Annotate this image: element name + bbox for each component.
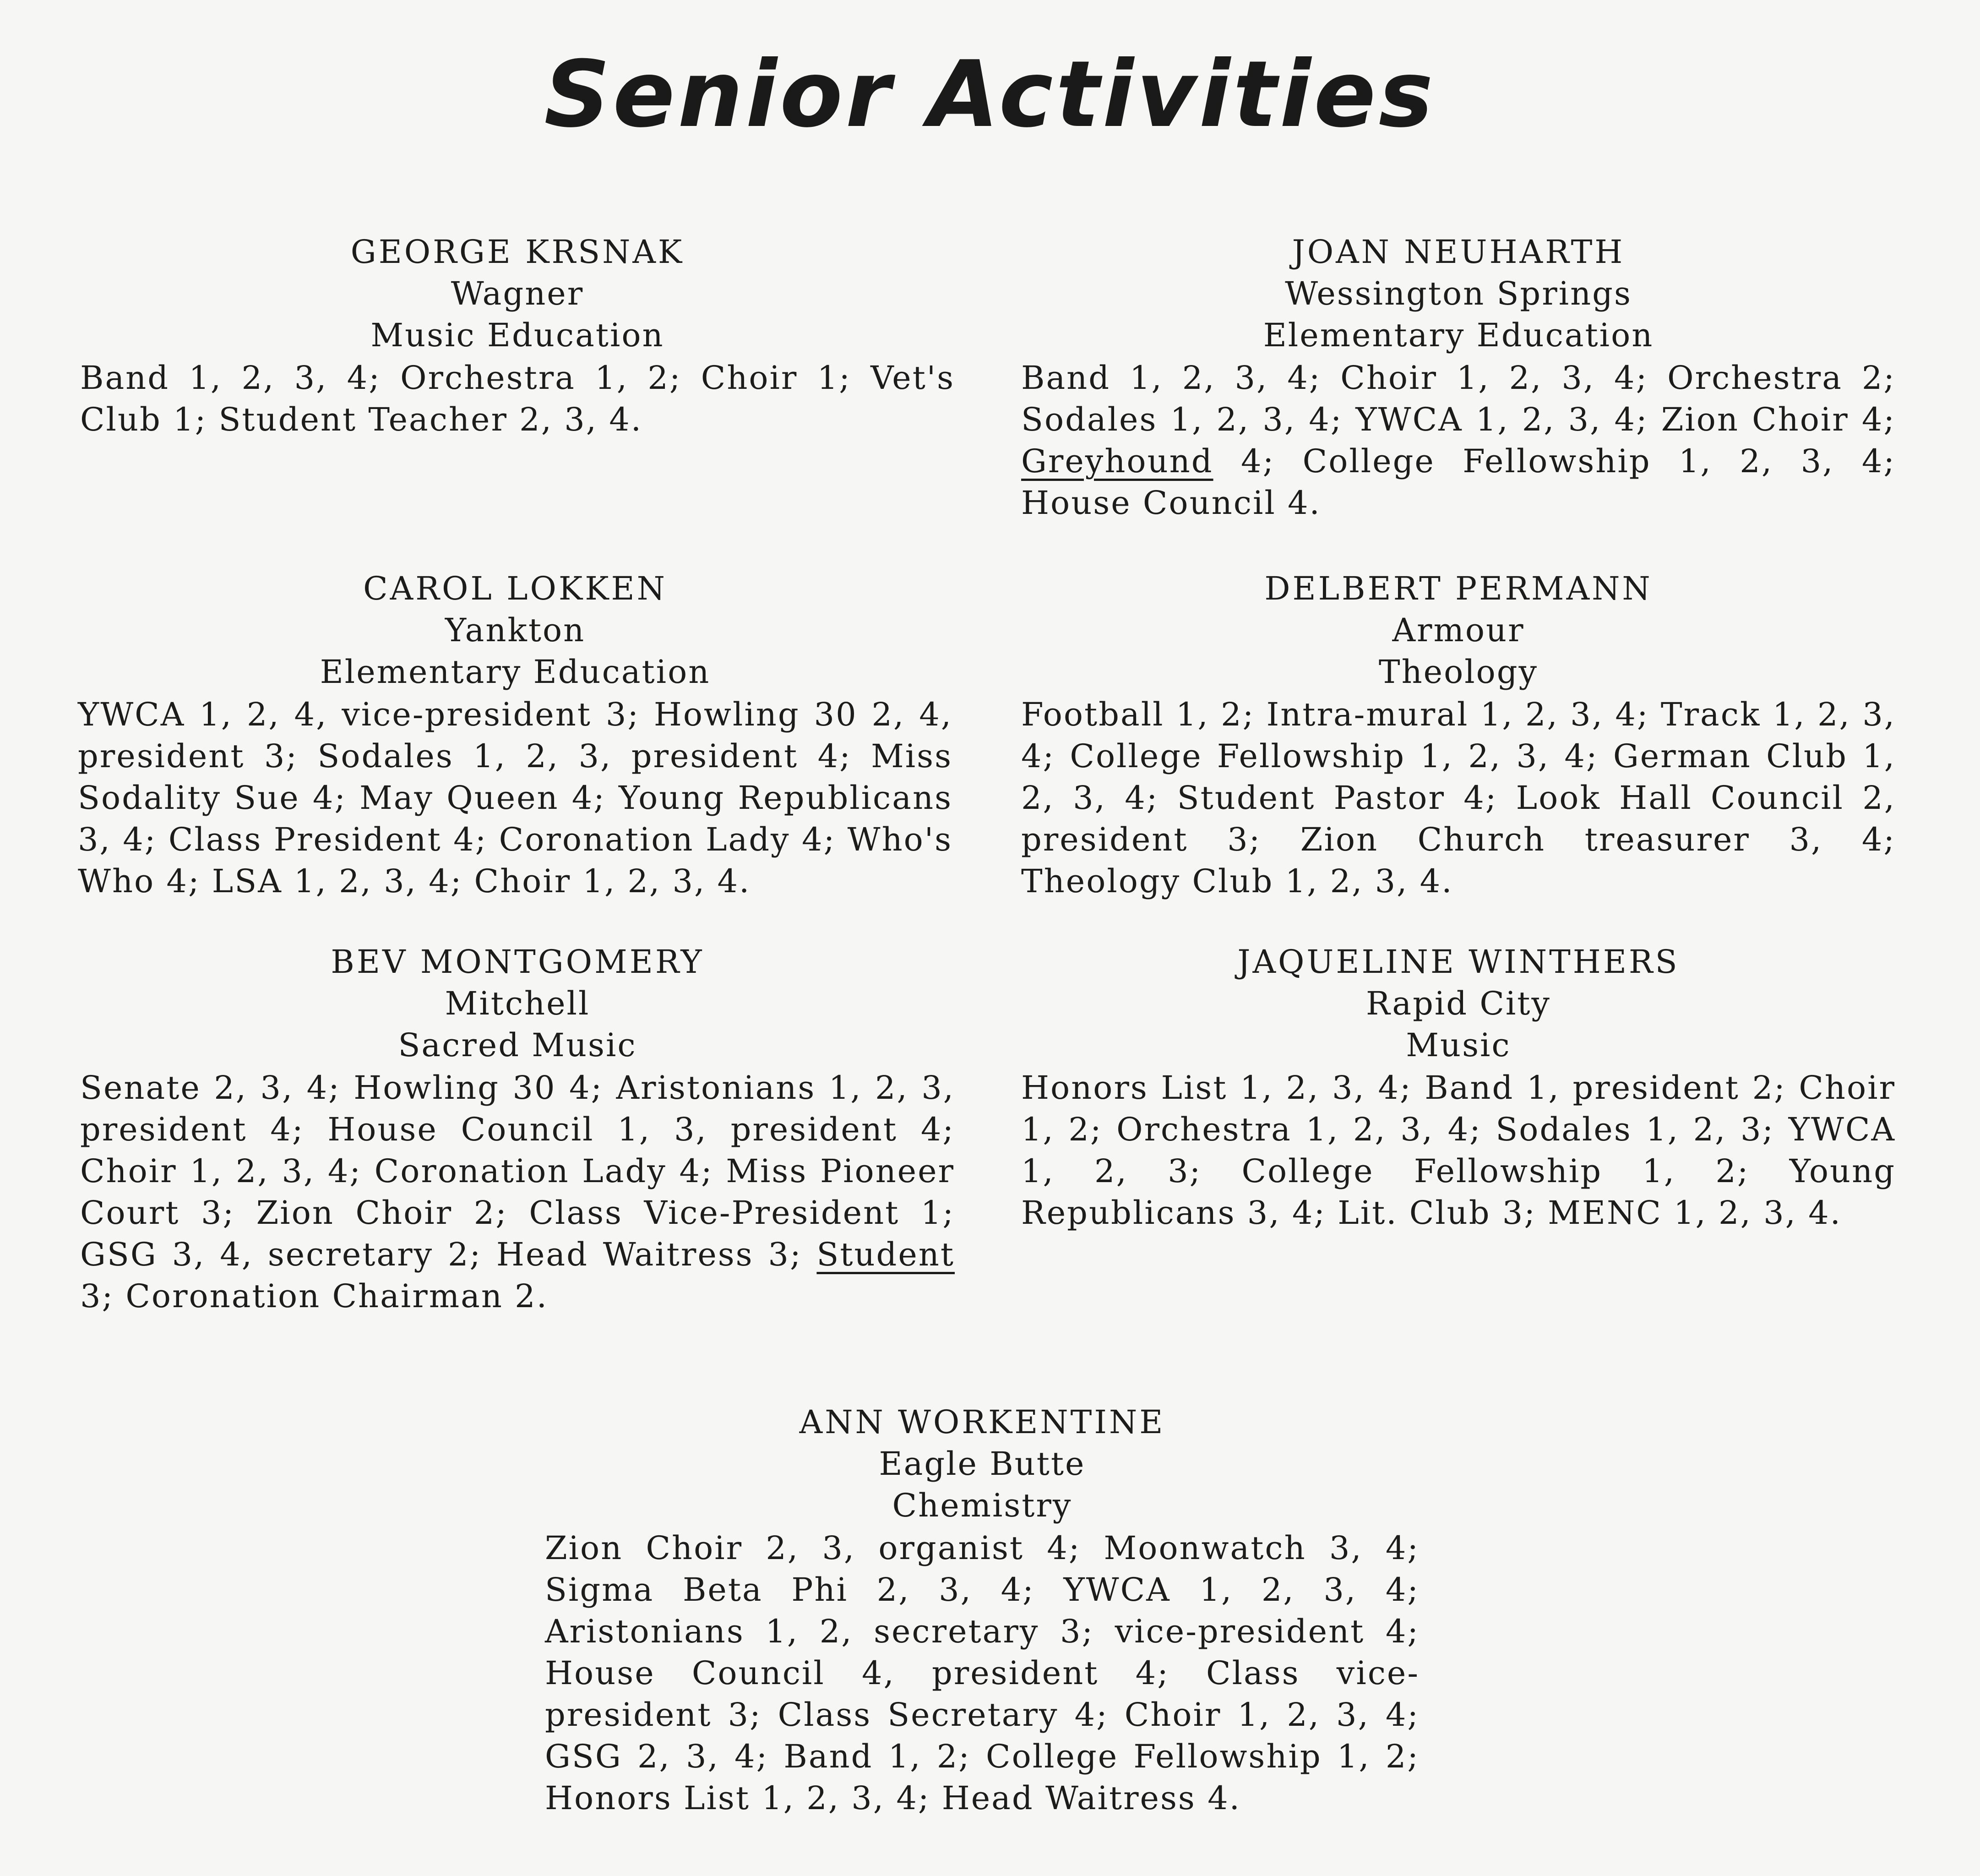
senior-hometown: Rapid City [1366,985,1551,1022]
underlined-publication: Greyhound [1021,442,1213,480]
senior-activities: Honors List 1, 2, 3, 4; Band 1, president 2; Choir 1, 2; Orchestra 1, 2, 3, 4; Sodales 1, 2, 3; YWCA 1, 2, 3; College Fellowship 1, 2; Young Republicans 3, 4; Lit. Club 3; MENC 1, 2, 3, 4. [1021,1069,1896,1232]
senior-entry [545,1402,1420,1819]
senior-entry [1021,568,1896,902]
senior-name: CAROL LOKKEN [363,570,667,607]
senior-activities: Zion Choir 2, 3, organist 4; Moonwatch 3, 4; Sigma Beta Phi 2, 3, 4; YWCA 1, 2, 3, 4; Aristonians 1, 2, secretary 3; vice-president 4; House Council 4, president 4; Class vice-president 3; Class Secretary 4; Choir 1, 2, 3, 4; GSG 2, 3, 4; Band 1, 2; College Fellowship 1, 2; Honors List 1, 2, 3, 4; Head Waitress 4. [545,1529,1420,1817]
senior-hometown: Wessington Springs [1285,275,1632,312]
senior-name: ANN WORKENTINE [799,1403,1165,1441]
senior-hometown: Armour [1392,611,1525,649]
senior-major: Theology [1378,653,1539,691]
senior-name: DELBERT PERMANN [1264,570,1653,607]
senior-major: Elementary Education [1263,316,1654,354]
senior-entry [78,568,952,902]
senior-entry [80,231,955,441]
senior-entry [1021,231,1896,524]
senior-activities [80,1067,955,1317]
senior-entry [1021,941,1896,1234]
activities-text: Senate 2, 3, 4; Howling 30 4; Aristonians 1, 2, 3, president 4; House Council 1, 3, president 4; Choir 1, 2, 3, 4; Coronation Lady 4; Miss Pioneer Court 3; Zion Choir 2; Class Vice-President 1; GSG 3, 4, secretary 2; Head Waitress 3; [80,1069,955,1273]
senior-activities [1021,357,1896,524]
page-title: Senior Activities [544,41,1436,148]
senior-entry [80,941,955,1317]
senior-activities: YWCA 1, 2, 4, vice-president 3; Howling 30 2, 4, president 3; Sodales 1, 2, 3, president 4; Miss Sodality Sue 4; May Queen 4; Young Republicans 3, 4; Class President 4; Coronation Lady 4; Who's Who 4; LSA 1, 2, 3, 4; Choir 1, 2, 3, 4. [78,696,952,900]
senior-name: GEORGE KRSNAK [350,233,685,271]
senior-major: Sacred Music [398,1026,637,1064]
senior-activities: Football 1, 2; Intra-mural 1, 2, 3, 4; Track 1, 2, 3, 4; College Fellowship 1, 2, 3, 4; German Club 1, 2, 3, 4; Student Pastor 4; Look Hall Council 2, president 3; Zion Church treasurer 3, 4; Theology Club 1, 2, 3, 4. [1021,696,1896,900]
senior-name: JAQUELINE WINTHERS [1237,943,1680,981]
senior-major: Elementary Education [320,653,711,691]
senior-name: BEV MONTGOMERY [331,943,704,981]
senior-name: JOAN NEUHARTH [1292,233,1625,271]
senior-major: Chemistry [892,1487,1072,1524]
senior-hometown: Eagle Butte [879,1445,1086,1483]
senior-hometown: Wagner [451,275,584,312]
activities-text: 4; College Fellowship 1, 2, 3, 4; House Council 4. [1021,442,1896,522]
senior-activities: Band 1, 2, 3, 4; Orchestra 1, 2; Choir 1; Vet's Club 1; Student Teacher 2, 3, 4. [80,359,955,438]
senior-hometown: Mitchell [445,985,590,1022]
activities-text: Band 1, 2, 3, 4; Choir 1, 2, 3, 4; Orchestra 2; Sodales 1, 2, 3, 4; YWCA 1, 2, 3, 4; Zion Choir 4; [1021,359,1896,438]
underlined-publication: Student [816,1236,955,1273]
senior-hometown: Yankton [445,611,586,649]
senior-major: Music Education [370,316,664,354]
activities-text: 3; Coronation Chairman 2. [80,1277,548,1315]
senior-major: Music [1406,1026,1511,1064]
